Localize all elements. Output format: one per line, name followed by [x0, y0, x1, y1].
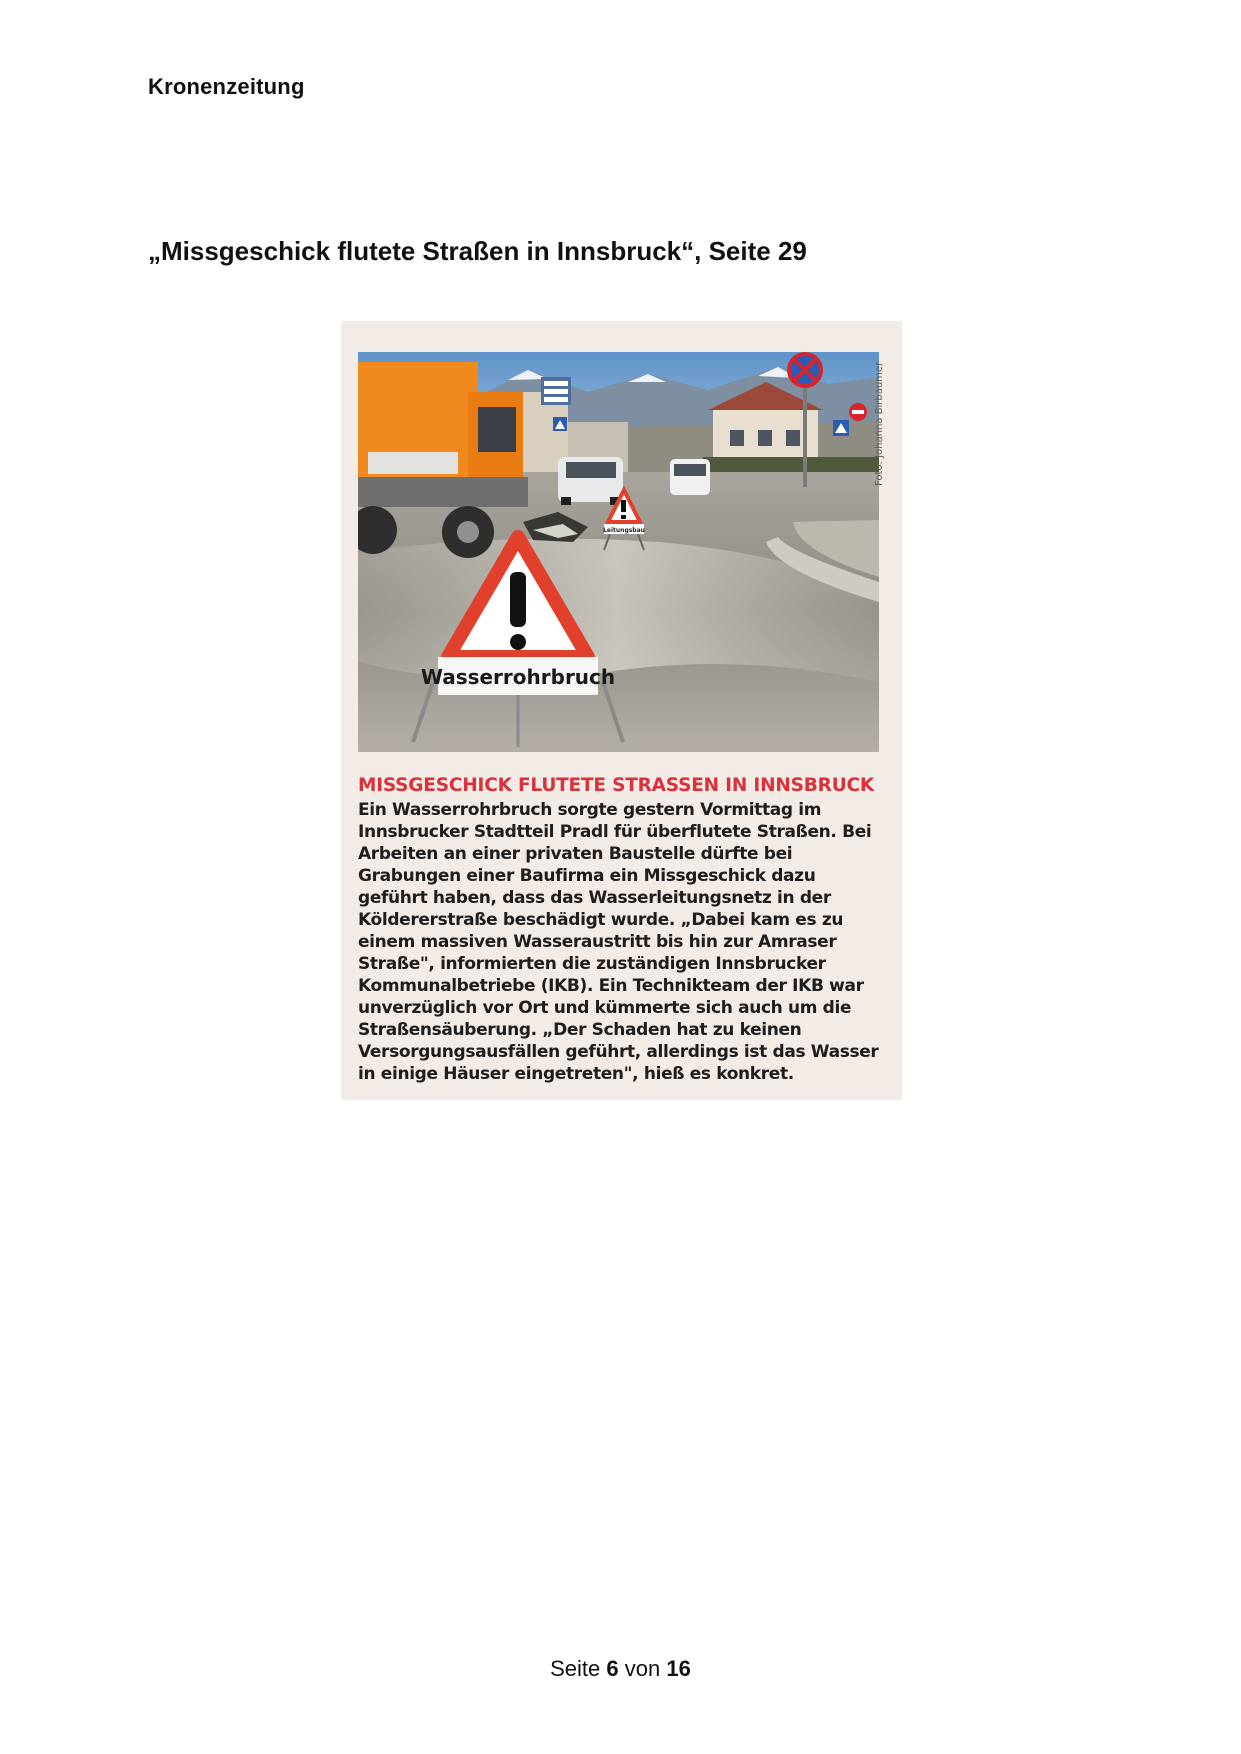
sign-pole	[803, 382, 807, 487]
house-window	[786, 430, 800, 446]
body-line: unverzüglich vor Ort und kümmerte sich auch um die	[358, 998, 852, 1018]
newspaper-clipping	[341, 321, 902, 1100]
publication-name: Kronenzeitung	[148, 74, 305, 99]
footer-separator: von	[624, 1656, 661, 1681]
no-entry-sign-icon	[849, 403, 867, 421]
pedestrian-crossing-sign-icon	[833, 420, 849, 436]
footer-current-page: 6	[606, 1656, 619, 1681]
footer-total-pages: 16	[666, 1656, 691, 1681]
body-line: in einige Häuser eingetreten", hieß es konkret.	[358, 1064, 794, 1084]
clipping-headline: MISSGESCHICK FLUTETE STRASSEN IN INNSBRUCK	[358, 775, 875, 796]
clipping-body	[358, 799, 894, 1085]
warning-sign-label: Wasserrohrbruch	[420, 665, 616, 689]
body-line: Kommunalbetriebe (IKB). Ein Technikteam der IKB war	[358, 976, 864, 996]
body-line: Innsbrucker Stadtteil Pradl für überflutete Straßen. Bei	[358, 822, 872, 842]
direction-sign-icon	[541, 377, 571, 405]
body-line: geführt haben, dass das Wasserleitungsnetz in der	[358, 888, 831, 908]
white-car	[558, 457, 623, 505]
white-van	[670, 459, 710, 495]
article-heading: „Missgeschick flutete Straßen in Innsbruck“, Seite 29	[148, 236, 807, 266]
house-window	[730, 430, 744, 446]
body-line: Versorgungsausfällen geführt, allerdings ist das Wasser	[358, 1042, 879, 1062]
body-line: Arbeiten an einer privaten Baustelle dürfte bei	[358, 844, 793, 864]
footer-prefix: Seite	[550, 1656, 601, 1681]
house-window	[758, 430, 772, 446]
photo-credit: Foto: Johanna Birbaumer	[874, 361, 885, 486]
body-line: Straßensäuberung. „Der Schaden hat zu keinen	[358, 1020, 802, 1040]
body-line: Straße", informierten die zuständigen Innsbrucker	[358, 954, 826, 974]
small-sign-label: Leitungsbau	[603, 527, 645, 534]
page-number-footer	[0, 1656, 1241, 1682]
body-line: Köldererstraße beschädigt wurde. „Dabei kam es zu	[358, 910, 844, 930]
body-line: Grabungen einer Baufirma ein Missgeschick dazu	[358, 866, 816, 886]
article-photo	[358, 352, 879, 752]
body-line: einem massiven Wasseraustritt bis hin zur Amraser	[358, 932, 837, 952]
no-stopping-sign-icon	[789, 354, 821, 386]
pedestrian-crossing-sign-icon	[553, 417, 567, 431]
body-line: Ein Wasserrohrbruch sorgte gestern Vormittag im	[358, 800, 822, 820]
